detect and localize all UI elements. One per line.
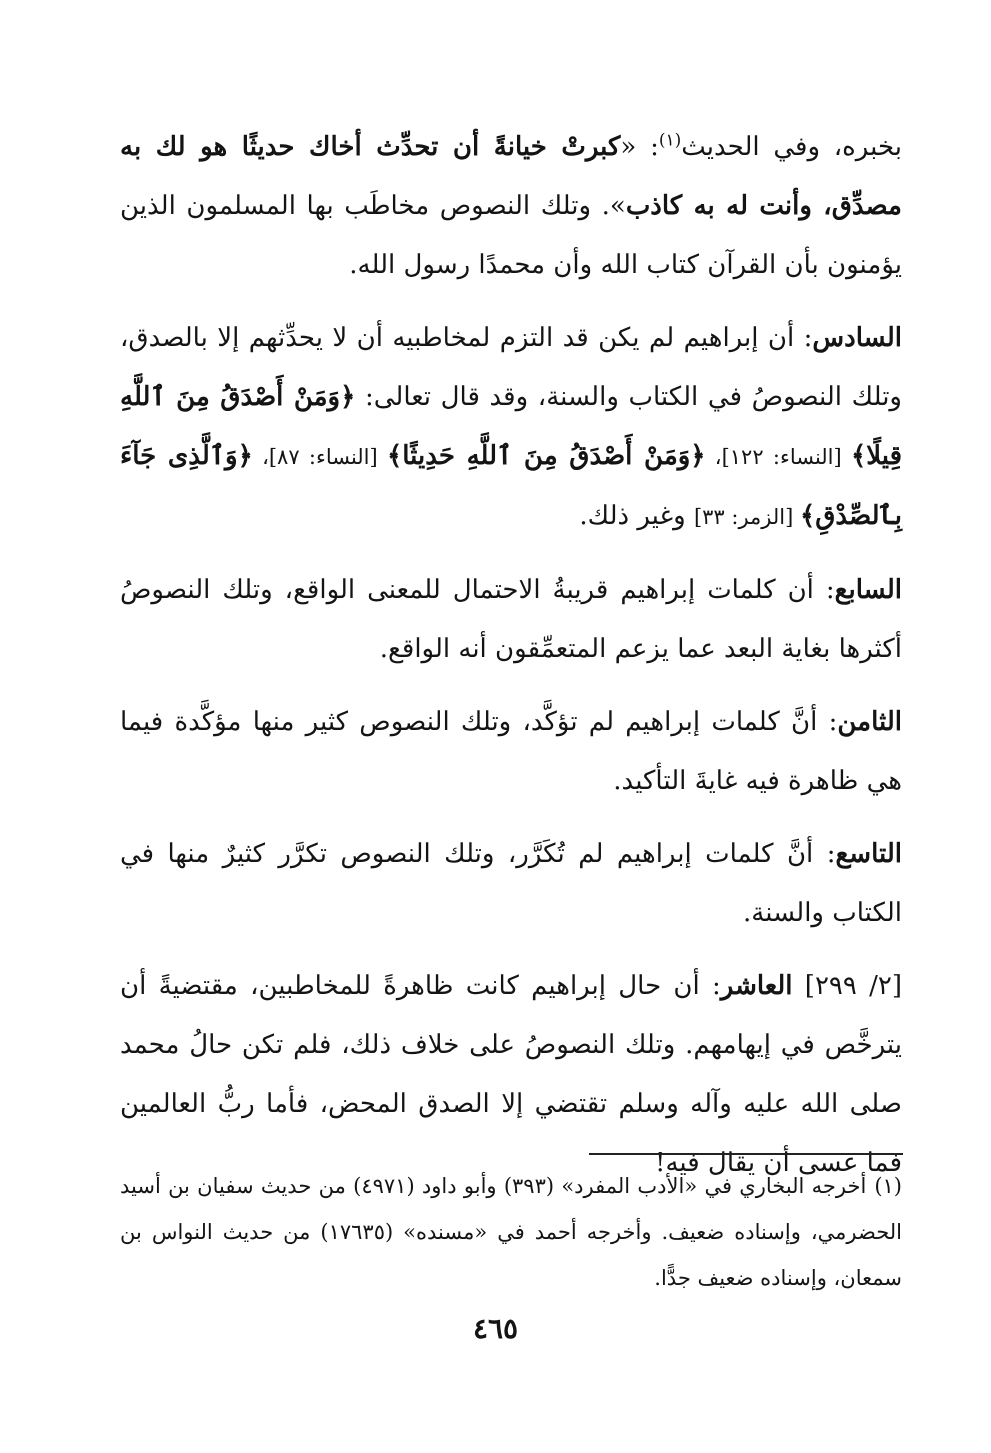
text: ». وتلك النصوص مخاطَب بها المسلمون الذين يؤمنون بأن القرآن كتاب الله وأن محمدًا رسول الله. (120, 191, 902, 280)
point-heading: الثامن (837, 707, 902, 737)
text: : أن إبراهيم لم يكن قد التزم لمخاطبيه أن لا يحدِّثهم إلا بالصدق، وتلك النصوصُ في الكتاب والسنة، وقد قال تعالى: (120, 323, 902, 412)
paragraph-ninth (120, 825, 902, 943)
verse-citation: [النساء: ٨٧]، (252, 445, 387, 469)
text: : أن حال إبراهيم كانت ظاهرةً للمخاطبين، مقتضيةً أن يترخَّص في إيهامهم. وتلك النصوصُ على خلاف ذلك، فلم تكن حالُ محمد صلى الله عليه وآله وسلم تقتضي إلا الصدق المحض، فأما ربُّ العالمين فما عسى أن يقال فيه! (120, 971, 902, 1178)
volume-page-marker: [٢/ ٢٩٩] (804, 971, 902, 1001)
text: : « (620, 132, 659, 162)
verse-citation: [الزمر: ٣٣] (693, 505, 800, 529)
footnote-divider (589, 1153, 903, 1155)
main-text (120, 118, 902, 1207)
footnote-number: (١) (874, 1174, 902, 1198)
text: وغير ذلك. (579, 501, 694, 531)
point-heading: التاسع (835, 839, 902, 869)
page-number: ٤٦٥ (472, 1312, 519, 1345)
point-heading: السادس (812, 323, 902, 353)
text: : أن كلمات إبراهيم قريبةُ الاحتمال للمعنى الواقع، وتلك النصوصُ أكثرها بغاية البعد عما يزعم المتعمِّقون أنه الواقع. (120, 575, 902, 664)
paragraph-hadith (120, 118, 902, 295)
text: بخبره، وفي الحديث (681, 132, 903, 162)
text: : أنَّ كلمات إبراهيم لم تؤكَّد، وتلك النصوص كثير منها مؤكَّدة فيما هي ظاهرة فيه غايةَ التأكيد. (120, 707, 902, 796)
point-heading: السابع (834, 575, 902, 605)
quran-verse: ﴿وَمَنْ أَصْدَقُ مِنَ ٱللَّهِ قِيلًا﴾ (120, 382, 903, 471)
point-heading: العاشر (720, 971, 793, 1001)
footnote-text: أخرجه البخاري في «الأدب المفرد» (٣٩٣) وأبو داود (٤٩٧١) من حديث سفيان بن أسيد الحضرمي، وإسناده ضعيف. وأخرجه أحمد في «مسنده» (١٧٦٣٥) من حديث النواس بن سمعان، وإسناده ضعيف جدًّا. (120, 1174, 902, 1290)
paragraph-tenth (120, 957, 902, 1193)
hadith-quote: كبرتْ خيانةً أن تحدِّث أخاك حديثًا هو لك به مصدِّق، وأنت له به كاذب (120, 132, 902, 221)
text: : أنَّ كلمات إبراهيم لم تُكَرَّر، وتلك النصوص تكرَّر كثيرٌ منها في الكتاب والسنة. (120, 839, 902, 928)
paragraph-eighth (120, 693, 902, 811)
quran-verse: ﴿وَٱلَّذِى جَآءَ بِٱلصِّدْقِ﴾ (120, 441, 902, 531)
footnotes (120, 1163, 902, 1301)
quran-verse: ﴿وَمَنْ أَصْدَقُ مِنَ ٱللَّهِ حَدِيثًا﴾ (386, 441, 706, 471)
verse-citation: [النساء: ١٢٢]، (705, 445, 851, 469)
footnote-reference[interactable]: (١) (658, 130, 682, 151)
footnote (120, 1163, 902, 1301)
paragraph-seventh (120, 561, 902, 679)
paragraph-sixth (120, 309, 902, 547)
